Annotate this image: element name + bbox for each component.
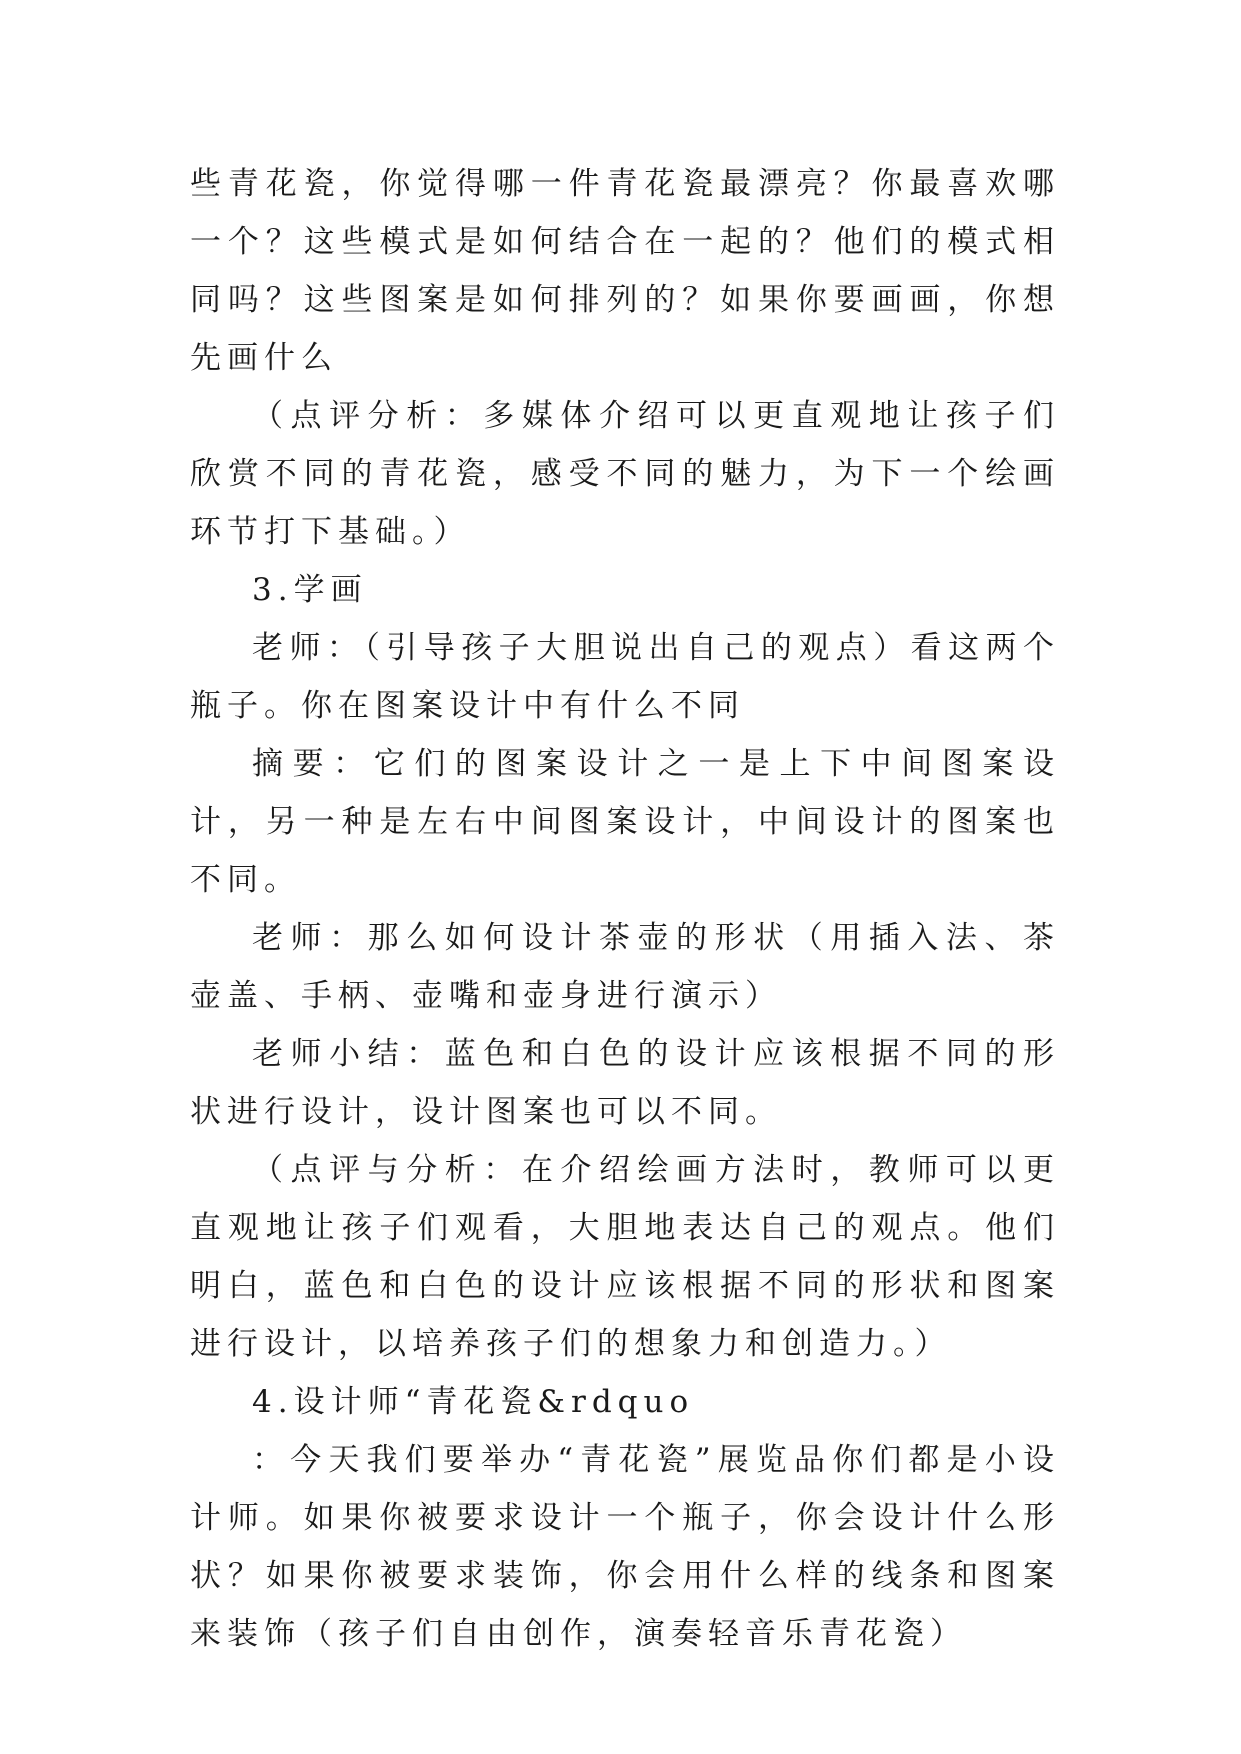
paragraph-teacher-teapot: 老师：那么如何设计茶壶的形状（用插入法、茶壶盖、手柄、壶嘴和壶身进行演示）: [190, 920, 1060, 1014]
section-heading-learn-drawing: 3.学画: [252, 572, 368, 608]
paragraph-teacher-guide: 老师：（引导孩子大胆说出自己的观点）看这两个瓶子。你在图案设计中有什么不同: [190, 630, 1060, 724]
paragraph-summary: 摘要：它们的图案设计之一是上下中间图案设计，另一种是左右中间图案设计，中间设计的图案也不同。: [190, 746, 1060, 898]
paragraph-comment-analysis-2: （点评与分析：在介绍绘画方法时，教师可以更直观地让孩子们观看，大胆地表达自己的观点。他们明白，蓝色和白色的设计应该根据不同的形状和图案进行设计，以培养孩子们的想象力和创造力。）: [190, 1152, 1060, 1362]
paragraph-exhibition: ：今天我们要举办“青花瓷”展览品你们都是小设计师。如果你被要求设计一个瓶子，你会设计什么形状？如果你被要求装饰，你会用什么样的线条和图案来装饰（孩子们自由创作，演奏轻音乐青花瓷）: [190, 1442, 1060, 1652]
paragraph-teacher-conclusion: 老师小结：蓝色和白色的设计应该根据不同的形状进行设计，设计图案也可以不同。: [190, 1036, 1060, 1130]
paragraph-intro-continuation: 些青花瓷，你觉得哪一件青花瓷最漂亮？你最喜欢哪一个？这些模式是如何结合在一起的？他们的模式相同吗？这些图案是如何排列的？如果你要画画，你想先画什么: [190, 166, 1060, 376]
section-heading-designer: 4.设计师“青花瓷&rdquo: [252, 1384, 695, 1420]
paragraph-comment-analysis-1: （点评分析：多媒体介绍可以更直观地让孩子们欣赏不同的青花瓷，感受不同的魅力，为下一个绘画环节打下基础。）: [190, 398, 1060, 550]
document-body: [190, 155, 1060, 1663]
